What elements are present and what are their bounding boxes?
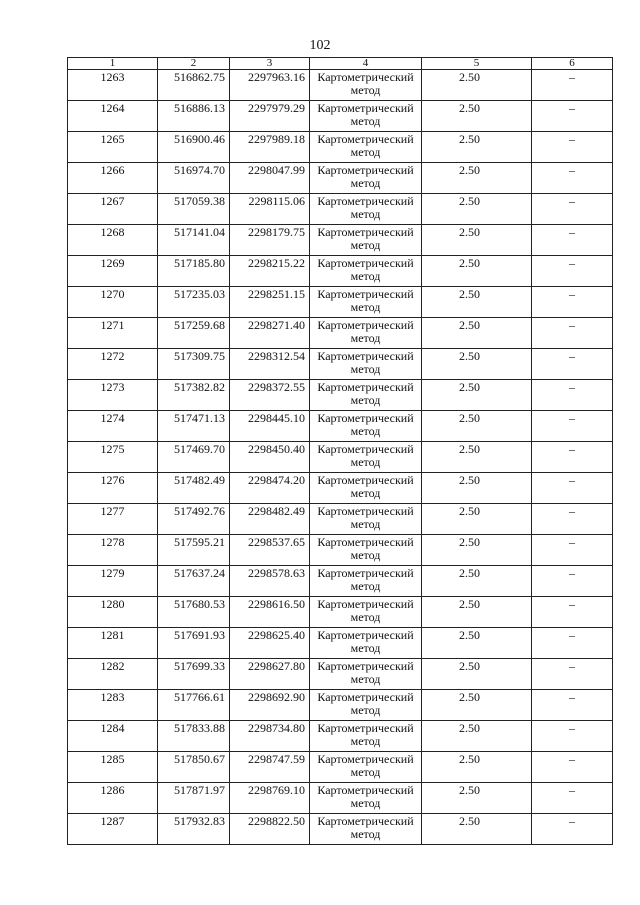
note-cell: – bbox=[532, 194, 613, 225]
x-coordinate-cell: 517691.93 bbox=[158, 628, 230, 659]
note-cell: – bbox=[532, 380, 613, 411]
method-cell bbox=[310, 535, 422, 566]
method-line-1: Картометрический bbox=[317, 287, 414, 301]
method-cell bbox=[310, 473, 422, 504]
x-coordinate-cell: 517595.21 bbox=[158, 535, 230, 566]
table-row bbox=[68, 442, 613, 473]
accuracy-cell: 2.50 bbox=[422, 225, 532, 256]
x-coordinate-cell: 517932.83 bbox=[158, 814, 230, 845]
method-line-1: Картометрический bbox=[317, 349, 414, 363]
point-number-cell: 1284 bbox=[68, 721, 158, 752]
method-line-1: Картометрический bbox=[317, 318, 414, 332]
method-line-1: Картометрический bbox=[317, 411, 414, 425]
accuracy-cell: 2.50 bbox=[422, 194, 532, 225]
method-line-1: Картометрический bbox=[317, 628, 414, 642]
x-coordinate-cell: 517699.33 bbox=[158, 659, 230, 690]
table-row bbox=[68, 70, 613, 101]
point-number-cell: 1281 bbox=[68, 628, 158, 659]
note-cell: – bbox=[532, 473, 613, 504]
table-row bbox=[68, 163, 613, 194]
method-line-2: метод bbox=[350, 269, 381, 283]
point-number-cell: 1264 bbox=[68, 101, 158, 132]
accuracy-cell: 2.50 bbox=[422, 690, 532, 721]
method-line-2: метод bbox=[350, 579, 381, 593]
accuracy-cell: 2.50 bbox=[422, 721, 532, 752]
y-coordinate-cell: 2298482.49 bbox=[230, 504, 310, 535]
note-cell: – bbox=[532, 721, 613, 752]
point-number-cell: 1266 bbox=[68, 163, 158, 194]
method-cell bbox=[310, 411, 422, 442]
method-cell bbox=[310, 814, 422, 845]
column-header: 3 bbox=[230, 58, 310, 70]
method-cell bbox=[310, 442, 422, 473]
x-coordinate-cell: 517059.38 bbox=[158, 194, 230, 225]
column-header: 6 bbox=[532, 58, 613, 70]
table-row bbox=[68, 225, 613, 256]
note-cell: – bbox=[532, 163, 613, 194]
method-line-2: метод bbox=[350, 703, 381, 717]
x-coordinate-cell: 517309.75 bbox=[158, 349, 230, 380]
method-cell bbox=[310, 70, 422, 101]
method-line-2: метод bbox=[350, 548, 381, 562]
point-number-cell: 1279 bbox=[68, 566, 158, 597]
x-coordinate-cell: 517833.88 bbox=[158, 721, 230, 752]
accuracy-cell: 2.50 bbox=[422, 659, 532, 690]
y-coordinate-cell: 2298692.90 bbox=[230, 690, 310, 721]
y-coordinate-cell: 2298616.50 bbox=[230, 597, 310, 628]
method-cell bbox=[310, 318, 422, 349]
method-cell bbox=[310, 225, 422, 256]
method-cell bbox=[310, 349, 422, 380]
note-cell: – bbox=[532, 504, 613, 535]
table-row bbox=[68, 318, 613, 349]
method-line-2: метод bbox=[350, 517, 381, 531]
note-cell: – bbox=[532, 70, 613, 101]
method-cell bbox=[310, 721, 422, 752]
point-number-cell: 1268 bbox=[68, 225, 158, 256]
accuracy-cell: 2.50 bbox=[422, 287, 532, 318]
method-cell bbox=[310, 380, 422, 411]
column-header: 2 bbox=[158, 58, 230, 70]
accuracy-cell: 2.50 bbox=[422, 535, 532, 566]
table-row bbox=[68, 504, 613, 535]
method-line-2: метод bbox=[350, 672, 381, 686]
method-cell bbox=[310, 690, 422, 721]
page-number: 102 bbox=[309, 38, 331, 53]
method-cell bbox=[310, 783, 422, 814]
point-number-cell: 1276 bbox=[68, 473, 158, 504]
x-coordinate-cell: 516974.70 bbox=[158, 163, 230, 194]
accuracy-cell: 2.50 bbox=[422, 70, 532, 101]
x-coordinate-cell: 516886.13 bbox=[158, 101, 230, 132]
accuracy-cell: 2.50 bbox=[422, 380, 532, 411]
table-row bbox=[68, 101, 613, 132]
note-cell: – bbox=[532, 783, 613, 814]
accuracy-cell: 2.50 bbox=[422, 783, 532, 814]
method-cell bbox=[310, 752, 422, 783]
column-header: 5 bbox=[422, 58, 532, 70]
table-row bbox=[68, 628, 613, 659]
table-row bbox=[68, 659, 613, 690]
table-row bbox=[68, 814, 613, 845]
x-coordinate-cell: 517871.97 bbox=[158, 783, 230, 814]
table-row bbox=[68, 690, 613, 721]
method-line-2: метод bbox=[350, 145, 381, 159]
note-cell: – bbox=[532, 132, 613, 163]
method-cell bbox=[310, 194, 422, 225]
point-number-cell: 1280 bbox=[68, 597, 158, 628]
table-row bbox=[68, 349, 613, 380]
y-coordinate-cell: 2298115.06 bbox=[230, 194, 310, 225]
accuracy-cell: 2.50 bbox=[422, 132, 532, 163]
x-coordinate-cell: 517492.76 bbox=[158, 504, 230, 535]
method-line-1: Картометрический bbox=[317, 752, 414, 766]
point-number-cell: 1275 bbox=[68, 442, 158, 473]
point-number-cell: 1274 bbox=[68, 411, 158, 442]
note-cell: – bbox=[532, 411, 613, 442]
method-line-1: Картометрический bbox=[317, 380, 414, 394]
method-line-1: Картометрический bbox=[317, 194, 414, 208]
method-line-1: Картометрический bbox=[317, 783, 414, 797]
method-cell bbox=[310, 101, 422, 132]
method-line-2: метод bbox=[350, 424, 381, 438]
note-cell: – bbox=[532, 101, 613, 132]
x-coordinate-cell: 517382.82 bbox=[158, 380, 230, 411]
table-row bbox=[68, 194, 613, 225]
x-coordinate-cell: 517469.70 bbox=[158, 442, 230, 473]
method-line-1: Картометрический bbox=[317, 225, 414, 239]
table-header-row bbox=[68, 58, 613, 70]
method-line-2: метод bbox=[350, 176, 381, 190]
method-line-1: Картометрический bbox=[317, 442, 414, 456]
x-coordinate-cell: 517185.80 bbox=[158, 256, 230, 287]
method-line-2: метод bbox=[350, 455, 381, 469]
method-line-1: Картометрический bbox=[317, 504, 414, 518]
method-line-2: метод bbox=[350, 207, 381, 221]
method-cell bbox=[310, 163, 422, 194]
note-cell: – bbox=[532, 442, 613, 473]
x-coordinate-cell: 517235.03 bbox=[158, 287, 230, 318]
y-coordinate-cell: 2297963.16 bbox=[230, 70, 310, 101]
accuracy-cell: 2.50 bbox=[422, 442, 532, 473]
note-cell: – bbox=[532, 659, 613, 690]
y-coordinate-cell: 2298625.40 bbox=[230, 628, 310, 659]
method-line-1: Картометрический bbox=[317, 535, 414, 549]
column-header: 4 bbox=[310, 58, 422, 70]
method-line-1: Картометрический bbox=[317, 256, 414, 270]
method-line-1: Картометрический bbox=[317, 163, 414, 177]
point-number-cell: 1270 bbox=[68, 287, 158, 318]
note-cell: – bbox=[532, 814, 613, 845]
note-cell: – bbox=[532, 535, 613, 566]
point-number-cell: 1277 bbox=[68, 504, 158, 535]
accuracy-cell: 2.50 bbox=[422, 752, 532, 783]
note-cell: – bbox=[532, 349, 613, 380]
method-line-2: метод bbox=[350, 393, 381, 407]
accuracy-cell: 2.50 bbox=[422, 101, 532, 132]
method-cell bbox=[310, 132, 422, 163]
y-coordinate-cell: 2298372.55 bbox=[230, 380, 310, 411]
point-number-cell: 1265 bbox=[68, 132, 158, 163]
note-cell: – bbox=[532, 318, 613, 349]
method-line-2: метод bbox=[350, 362, 381, 376]
point-number-cell: 1269 bbox=[68, 256, 158, 287]
y-coordinate-cell: 2298271.40 bbox=[230, 318, 310, 349]
point-number-cell: 1267 bbox=[68, 194, 158, 225]
accuracy-cell: 2.50 bbox=[422, 163, 532, 194]
note-cell: – bbox=[532, 752, 613, 783]
note-cell: – bbox=[532, 566, 613, 597]
point-number-cell: 1263 bbox=[68, 70, 158, 101]
y-coordinate-cell: 2297989.18 bbox=[230, 132, 310, 163]
method-line-1: Картометрический bbox=[317, 659, 414, 673]
column-header: 1 bbox=[68, 58, 158, 70]
method-line-2: метод bbox=[350, 641, 381, 655]
method-cell bbox=[310, 256, 422, 287]
accuracy-cell: 2.50 bbox=[422, 814, 532, 845]
point-number-cell: 1286 bbox=[68, 783, 158, 814]
table-row bbox=[68, 380, 613, 411]
method-cell bbox=[310, 566, 422, 597]
method-line-2: метод bbox=[350, 734, 381, 748]
y-coordinate-cell: 2297979.29 bbox=[230, 101, 310, 132]
y-coordinate-cell: 2298537.65 bbox=[230, 535, 310, 566]
table-row bbox=[68, 783, 613, 814]
y-coordinate-cell: 2298047.99 bbox=[230, 163, 310, 194]
x-coordinate-cell: 517471.13 bbox=[158, 411, 230, 442]
y-coordinate-cell: 2298312.54 bbox=[230, 349, 310, 380]
accuracy-cell: 2.50 bbox=[422, 256, 532, 287]
x-coordinate-cell: 517259.68 bbox=[158, 318, 230, 349]
table-row bbox=[68, 566, 613, 597]
y-coordinate-cell: 2298578.63 bbox=[230, 566, 310, 597]
method-line-2: метод bbox=[350, 300, 381, 314]
y-coordinate-cell: 2298747.59 bbox=[230, 752, 310, 783]
accuracy-cell: 2.50 bbox=[422, 628, 532, 659]
method-line-2: метод bbox=[350, 331, 381, 345]
coordinates-table bbox=[67, 57, 613, 845]
note-cell: – bbox=[532, 287, 613, 318]
y-coordinate-cell: 2298215.22 bbox=[230, 256, 310, 287]
note-cell: – bbox=[532, 225, 613, 256]
point-number-cell: 1278 bbox=[68, 535, 158, 566]
method-line-1: Картометрический bbox=[317, 597, 414, 611]
method-cell bbox=[310, 504, 422, 535]
method-line-1: Картометрический bbox=[317, 721, 414, 735]
method-cell bbox=[310, 659, 422, 690]
method-line-2: метод bbox=[350, 827, 381, 841]
table-row bbox=[68, 721, 613, 752]
x-coordinate-cell: 516900.46 bbox=[158, 132, 230, 163]
x-coordinate-cell: 517850.67 bbox=[158, 752, 230, 783]
point-number-cell: 1271 bbox=[68, 318, 158, 349]
table-row bbox=[68, 535, 613, 566]
table-row bbox=[68, 287, 613, 318]
accuracy-cell: 2.50 bbox=[422, 318, 532, 349]
point-number-cell: 1282 bbox=[68, 659, 158, 690]
table-row bbox=[68, 256, 613, 287]
method-line-1: Картометрический bbox=[317, 690, 414, 704]
method-line-1: Картометрический bbox=[317, 101, 414, 115]
table-row bbox=[68, 132, 613, 163]
point-number-cell: 1285 bbox=[68, 752, 158, 783]
x-coordinate-cell: 517637.24 bbox=[158, 566, 230, 597]
method-cell bbox=[310, 597, 422, 628]
method-line-2: метод bbox=[350, 83, 381, 97]
y-coordinate-cell: 2298822.50 bbox=[230, 814, 310, 845]
x-coordinate-cell: 517482.49 bbox=[158, 473, 230, 504]
method-line-1: Картометрический bbox=[317, 566, 414, 580]
note-cell: – bbox=[532, 690, 613, 721]
x-coordinate-cell: 516862.75 bbox=[158, 70, 230, 101]
x-coordinate-cell: 517680.53 bbox=[158, 597, 230, 628]
note-cell: – bbox=[532, 256, 613, 287]
method-line-1: Картометрический bbox=[317, 132, 414, 146]
y-coordinate-cell: 2298627.80 bbox=[230, 659, 310, 690]
accuracy-cell: 2.50 bbox=[422, 597, 532, 628]
accuracy-cell: 2.50 bbox=[422, 473, 532, 504]
method-line-1: Картометрический bbox=[317, 814, 414, 828]
method-line-2: метод bbox=[350, 765, 381, 779]
point-number-cell: 1283 bbox=[68, 690, 158, 721]
accuracy-cell: 2.50 bbox=[422, 411, 532, 442]
y-coordinate-cell: 2298179.75 bbox=[230, 225, 310, 256]
method-line-2: метод bbox=[350, 238, 381, 252]
point-number-cell: 1272 bbox=[68, 349, 158, 380]
accuracy-cell: 2.50 bbox=[422, 566, 532, 597]
x-coordinate-cell: 517766.61 bbox=[158, 690, 230, 721]
method-cell bbox=[310, 287, 422, 318]
y-coordinate-cell: 2298251.15 bbox=[230, 287, 310, 318]
method-line-2: метод bbox=[350, 610, 381, 624]
method-line-2: метод bbox=[350, 114, 381, 128]
table-row bbox=[68, 411, 613, 442]
y-coordinate-cell: 2298769.10 bbox=[230, 783, 310, 814]
table-row bbox=[68, 752, 613, 783]
method-line-1: Картометрический bbox=[317, 70, 414, 84]
y-coordinate-cell: 2298450.40 bbox=[230, 442, 310, 473]
y-coordinate-cell: 2298445.10 bbox=[230, 411, 310, 442]
accuracy-cell: 2.50 bbox=[422, 504, 532, 535]
note-cell: – bbox=[532, 597, 613, 628]
note-cell: – bbox=[532, 628, 613, 659]
x-coordinate-cell: 517141.04 bbox=[158, 225, 230, 256]
point-number-cell: 1273 bbox=[68, 380, 158, 411]
table-row bbox=[68, 473, 613, 504]
method-cell bbox=[310, 628, 422, 659]
table-row bbox=[68, 597, 613, 628]
point-number-cell: 1287 bbox=[68, 814, 158, 845]
method-line-2: метод bbox=[350, 486, 381, 500]
method-line-2: метод bbox=[350, 796, 381, 810]
accuracy-cell: 2.50 bbox=[422, 349, 532, 380]
y-coordinate-cell: 2298734.80 bbox=[230, 721, 310, 752]
method-line-1: Картометрический bbox=[317, 473, 414, 487]
y-coordinate-cell: 2298474.20 bbox=[230, 473, 310, 504]
